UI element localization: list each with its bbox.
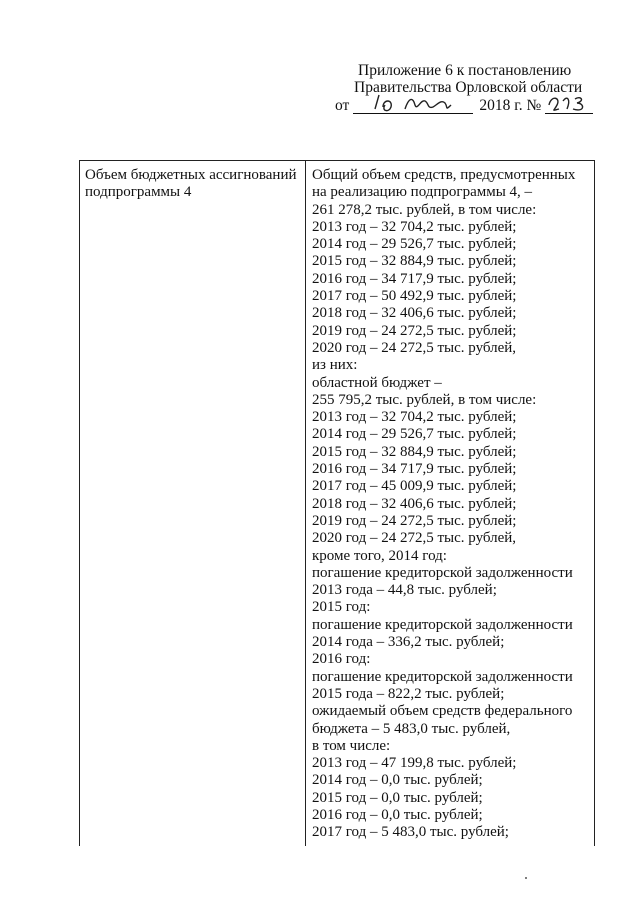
allocation-line: областной бюджет – [312,374,442,391]
allocation-line: 2014 год – 29 526,7 тыс. рублей; [312,236,517,253]
budget-allocation-table [79,160,595,846]
decree-date-line [335,97,615,114]
scan-speck [525,877,527,879]
allocation-line: 2013 год – 32 704,2 тыс. рублей; [312,409,517,426]
allocation-line: 2018 год – 32 406,6 тыс. рублей; [312,495,517,512]
allocation-line: в том числе: [312,737,391,754]
allocation-line: 2013 год – 47 199,8 тыс. рублей; [312,755,517,772]
allocation-line: кроме того, 2014 год: [312,547,447,564]
allocation-line: погашение кредиторской задолженности [312,564,573,581]
handwritten-date-signature [353,91,473,115]
allocation-line: 2015 год: [312,599,371,616]
allocation-line: 2019 год – 24 272,5 тыс. рублей; [312,512,517,529]
appendix-title: Приложение 6 к постановлению [358,62,572,79]
handwritten-date-field [353,97,473,114]
allocation-line: 2014 года – 336,2 тыс. рублей; [312,634,505,651]
allocation-line: 2016 год: [312,651,371,668]
allocation-line: 2016 год – 34 717,9 тыс. рублей; [312,270,517,287]
allocation-line: 2015 года – 822,2 тыс. рублей; [312,685,505,702]
allocation-line: 2014 год – 0,0 тыс. рублей; [312,772,483,789]
allocation-line: 2016 год – 0,0 тыс. рублей; [312,806,483,823]
allocation-line: 2015 год – 0,0 тыс. рублей; [312,789,483,806]
allocation-line: 2017 год – 50 492,9 тыс. рублей; [312,288,517,305]
table-right-cell [306,161,594,846]
allocation-line: 2013 год – 32 704,2 тыс. рублей; [312,218,517,235]
allocation-line: 2018 год – 32 406,6 тыс. рублей; [312,305,517,322]
allocation-line: 2014 год – 29 526,7 тыс. рублей; [312,426,517,443]
government-name: Правительства Орловской области [354,79,583,96]
allocation-line: 2016 год – 34 717,9 тыс. рублей; [312,461,517,478]
allocation-line: бюджета – 5 483,0 тыс. рублей, [312,720,511,737]
allocation-line: 2015 год – 32 884,9 тыс. рублей; [312,253,517,270]
allocation-line: ожидаемый объем средств федерального [312,703,573,720]
decree-year-number: 2018 г. № [479,97,542,114]
allocation-line: на реализацию подпрограммы 4, – [312,184,533,201]
handwritten-number-signature [545,91,593,115]
allocation-line: из них: [312,357,358,374]
allocation-line: 2013 года – 44,8 тыс. рублей; [312,582,497,599]
allocation-line: 261 278,2 тыс. рублей, в том числе: [312,201,537,218]
handwritten-number-field [545,97,593,114]
table-left-cell: Объем бюджетных ассигнований подпрограммы 4 [80,161,306,846]
allocation-line: Общий объем средств, предусмотренных [312,167,576,183]
allocation-line: погашение кредиторской задолженности [312,668,573,685]
allocation-line: погашение кредиторской задолженности [312,616,573,633]
allocation-line: 2015 год – 32 884,9 тыс. рублей; [312,443,517,460]
allocation-line: 2017 год – 5 483,0 тыс. рублей; [312,824,509,841]
allocation-line: 2020 год – 24 272,5 тыс. рублей, [312,339,517,356]
date-prefix: от [335,97,350,114]
allocation-line: 2020 год – 24 272,5 тыс. рублей, [312,530,517,547]
allocation-line: 2017 год – 45 009,9 тыс. рублей; [312,478,517,495]
allocation-line: 255 795,2 тыс. рублей, в том числе: [312,391,537,408]
allocation-line: 2019 год – 24 272,5 тыс. рублей; [312,322,517,339]
document-header [335,62,615,114]
